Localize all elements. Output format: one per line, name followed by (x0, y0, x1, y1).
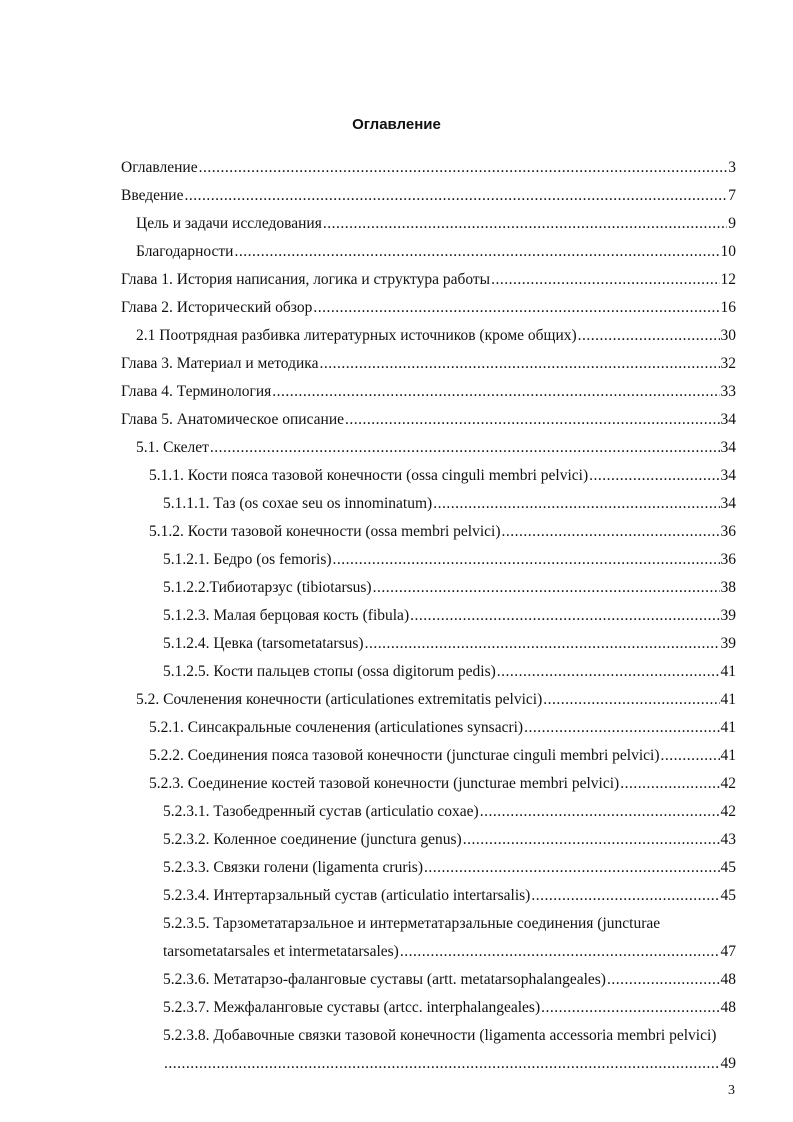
toc-leader (210, 438, 720, 458)
toc-entry[interactable] (163, 606, 736, 626)
toc-entry-title: 5.2.2. Соединения пояса тазовой конечности (juncturae cinguli membri pelvici) (149, 747, 660, 764)
toc-entry-title: Глава 5. Анатомическое описание (121, 411, 345, 428)
toc-entry-page: 30 (720, 327, 736, 344)
toc-entry[interactable] (121, 410, 736, 430)
toc-entry[interactable] (121, 186, 736, 206)
toc-entry-page: 48 (720, 999, 736, 1016)
toc-leader (234, 242, 719, 262)
toc-entry-title: 5.1. Скелет (136, 439, 209, 456)
toc-entry[interactable] (149, 466, 736, 486)
toc-leader (272, 382, 719, 402)
toc-entry[interactable] (121, 158, 736, 178)
toc-leader (543, 690, 719, 710)
toc-entry-page: 39 (720, 635, 736, 652)
toc-entry-title: Глава 2. Исторический обзор (121, 299, 313, 316)
toc-leader (323, 214, 727, 234)
toc-entry-title: 5.1.1. Кости пояса тазовой конечности (ossa cinguli membri pelvici) (149, 467, 589, 484)
toc-leader (333, 550, 720, 570)
toc-entry[interactable] (163, 942, 736, 962)
toc-entry-page: 3 (728, 159, 736, 176)
toc-entry[interactable] (163, 1054, 736, 1074)
toc-entry-page: 41 (720, 691, 736, 708)
toc-entry-page: 34 (720, 439, 736, 456)
toc-entry-page: 7 (728, 187, 736, 204)
toc-entry[interactable] (163, 886, 736, 906)
toc-entry-page: 42 (720, 803, 736, 820)
toc-entry[interactable] (149, 774, 736, 794)
toc-entry[interactable] (121, 354, 736, 374)
toc-entry-page: 12 (720, 271, 736, 288)
toc-entry-page: 9 (728, 215, 736, 232)
toc-entry-title: 5.2.3.4. Интертарзальный сустав (articulatio intertarsalis) (163, 887, 531, 904)
toc-leader (199, 158, 728, 178)
toc-entry-page: 49 (720, 1055, 736, 1072)
toc-entry[interactable] (163, 494, 736, 514)
toc-entry-page: 33 (720, 383, 736, 400)
toc-entry[interactable] (136, 690, 736, 710)
toc-leader (497, 662, 720, 682)
toc-entry-title: 5.1.2.1. Бедро (os femoris) (163, 551, 332, 568)
toc-entry[interactable] (163, 550, 736, 570)
toc-entry[interactable] (136, 326, 736, 346)
toc-leader (433, 494, 719, 514)
toc-entry-title: Цель и задачи исследования (136, 215, 322, 232)
toc-entry-page: 34 (720, 467, 736, 484)
toc-entry-page: 41 (720, 719, 736, 736)
toc-entry-page: 45 (720, 859, 736, 876)
toc-entry[interactable] (163, 858, 736, 878)
toc-entry-title: 5.2.3.7. Межфаланговые суставы (artcc. interphalangeales) (163, 999, 541, 1016)
toc-entry-page: 34 (720, 495, 736, 512)
toc-leader (365, 634, 720, 654)
toc-entry[interactable] (163, 830, 736, 850)
toc-entry-page: 32 (720, 355, 736, 372)
toc-leader (480, 802, 720, 822)
toc-entry-page: 48 (720, 971, 736, 988)
toc-entry-title: 5.2.3.2. Коленное соединение (junctura genus) (163, 831, 462, 848)
toc-entry-page: 41 (720, 663, 736, 680)
toc-leader (319, 354, 719, 374)
toc-heading: Оглавление (352, 116, 441, 133)
toc-leader (589, 466, 719, 486)
toc-leader (373, 578, 720, 598)
toc-entry-title: Глава 4. Терминология (121, 383, 272, 400)
toc-entry-page: 16 (720, 299, 736, 316)
toc-entry-title: Благодарности (136, 243, 234, 260)
toc-leader (184, 186, 727, 206)
toc-leader (607, 970, 720, 990)
toc-entry-page: 42 (720, 775, 736, 792)
page-number: 3 (728, 1083, 735, 1098)
toc-entry-title: 5.1.2.3. Малая берцовая кость (fibula) (163, 607, 410, 624)
toc-entry[interactable] (121, 270, 736, 290)
toc-entry-page: 34 (720, 411, 736, 428)
toc-entry-title: tarsometatarsales et intermetatarsales) (163, 943, 399, 960)
toc-entry[interactable] (136, 242, 736, 262)
toc-entry-title: 5.1.1.1. Таз (os coxae seu os innominatum) (163, 495, 433, 512)
toc-entry-title: Оглавление (121, 159, 198, 176)
toc-leader (164, 1054, 720, 1074)
toc-entry[interactable] (163, 578, 736, 598)
toc-entry[interactable] (149, 718, 736, 738)
toc-entry[interactable] (121, 298, 736, 318)
toc-leader (491, 270, 719, 290)
toc-entry[interactable] (163, 970, 736, 990)
toc-entry-page: 41 (720, 747, 736, 764)
toc-entry[interactable] (149, 746, 736, 766)
toc-entry-page: 39 (720, 607, 736, 624)
toc-entry[interactable] (136, 438, 736, 458)
toc-leader (502, 522, 720, 542)
toc-entry-title: 5.2.1. Синсакральные сочленения (articulationes synsacri) (149, 719, 524, 736)
toc-leader (578, 326, 720, 346)
toc-entry[interactable] (163, 662, 736, 682)
toc-leader (463, 830, 720, 850)
toc-entry-title: Глава 3. Материал и методика (121, 355, 319, 372)
toc-entry-page: 43 (720, 831, 736, 848)
toc-entry-title: 5.2. Сочленения конечности (articulationes extremitatis pelvici) (136, 691, 543, 708)
toc-entry-page: 36 (720, 551, 736, 568)
toc-leader (541, 998, 719, 1018)
toc-entry-page: 38 (720, 579, 736, 596)
toc-leader (424, 858, 720, 878)
toc-leader (620, 774, 719, 794)
toc-entry-title: 5.1.2. Кости тазовой конечности (ossa membri pelvici) (149, 523, 501, 540)
toc-entry-title: 5.2.3.1. Тазобедренный сустав (articulatio coxae) (163, 803, 479, 820)
toc-entry-title: 5.2.3.6. Метатарзо-фаланговые суставы (artt. metatarsophalangeales) (163, 971, 606, 988)
toc-leader (345, 410, 719, 430)
toc-entry-title: 5.2.3. Соединение костей тазовой конечности (juncturae membri pelvici) (149, 775, 620, 792)
toc-entry-title: 5.1.2.4. Цевка (tarsometatarsus) (163, 635, 364, 652)
toc-leader (661, 746, 720, 766)
toc-entry[interactable] (121, 382, 736, 402)
toc-entry-page: 45 (720, 887, 736, 904)
toc-entry-title: 5.1.2.5. Кости пальцев стопы (ossa digitorum pedis) (163, 663, 496, 680)
toc-entry-title-line[interactable]: 5.2.3.5. Тарзометатарзальное и интерметатарзальные соединения (juncturae (163, 915, 661, 932)
toc-leader (410, 606, 719, 626)
toc-leader (313, 298, 719, 318)
toc-entry[interactable] (163, 998, 736, 1018)
toc-leader (531, 886, 719, 906)
toc-entry[interactable] (149, 522, 736, 542)
toc-entry-title: Глава 1. История написания, логика и структура работы (121, 271, 491, 288)
toc-entry-title-line[interactable]: 5.2.3.8. Добавочные связки тазовой конечности (ligamenta accessoria membri pelvici) (163, 1027, 717, 1044)
toc-entry-title: Введение (121, 187, 184, 204)
toc-entry[interactable] (163, 634, 736, 654)
toc-leader (524, 718, 719, 738)
toc-entry-page: 47 (720, 943, 736, 960)
toc-entry-title: 5.2.3.3. Связки голени (ligamenta cruris) (163, 859, 423, 876)
toc-entry[interactable] (136, 214, 736, 234)
toc-entry-page: 10 (720, 243, 736, 260)
toc-entry-page: 36 (720, 523, 736, 540)
toc-leader (400, 942, 720, 962)
toc-entry-title: 2.1 Поотрядная разбивка литературных источников (кроме общих) (136, 327, 577, 344)
toc-entry[interactable] (163, 802, 736, 822)
toc-entry-title: 5.1.2.2.Тибиотарзус (tibiotarsus) (163, 579, 372, 596)
